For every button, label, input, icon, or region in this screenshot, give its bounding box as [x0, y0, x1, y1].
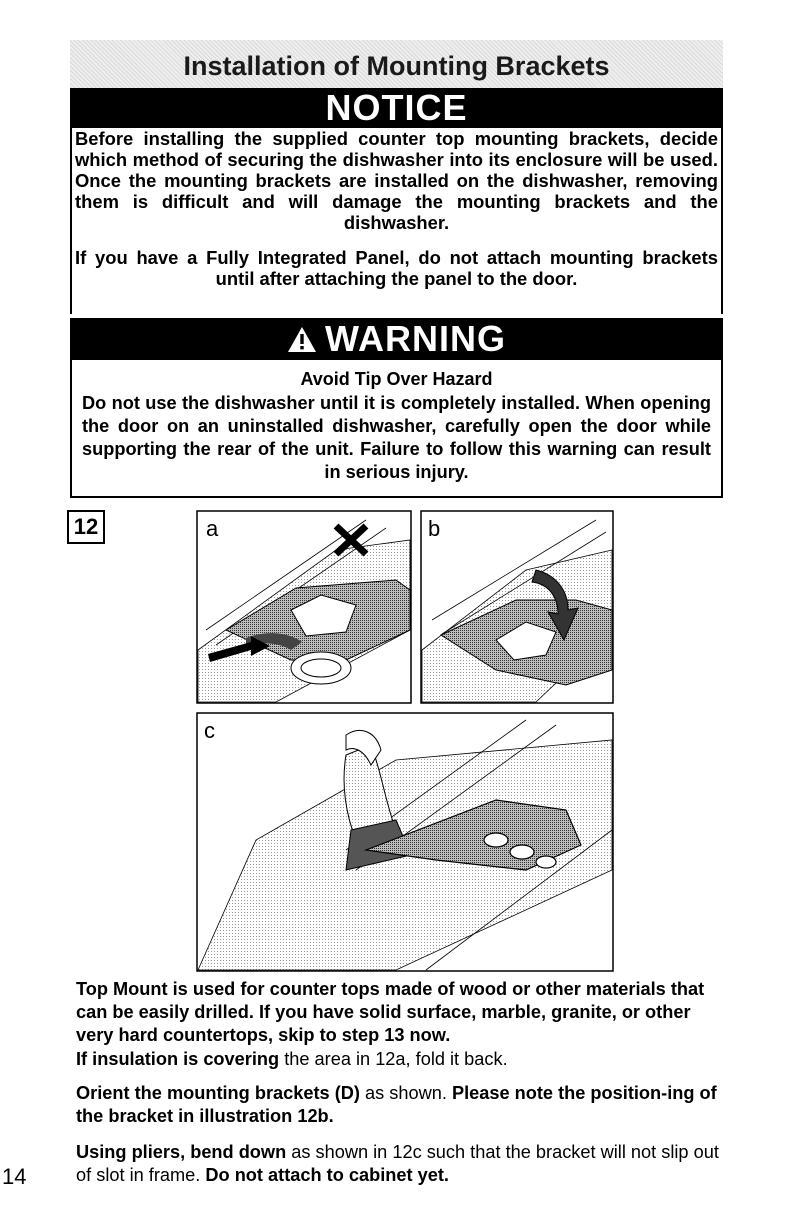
- notice-paragraph-1: Before installing the supplied counter top mounting brackets, decide which method of securing the dishwasher into its enclosure will be used. Once the mounting brackets are installed on the dishwasher, removing them is difficult and will damage the mounting brackets and the dishwasher.: [75, 128, 718, 233]
- panel-a-label: a: [206, 516, 219, 541]
- panel-a: [197, 511, 411, 703]
- warning-heading: WARNING: [325, 318, 506, 359]
- panel-c-label: c: [204, 718, 215, 743]
- page-number: 14: [2, 1164, 27, 1189]
- panel-b-label: b: [428, 516, 441, 541]
- panel-c: [197, 713, 613, 971]
- instruction-pliers: [76, 1141, 723, 1187]
- instruction-pliers-rest: as shown in 12c such that the bracket will not slip out of slot in frame.: [76, 1142, 719, 1185]
- instruction-insulation-rest: the area in 12a, fold it back.: [279, 1049, 508, 1069]
- warning-heading-bar: [70, 318, 723, 360]
- step-number: 12: [73, 514, 99, 539]
- warning-text: Do not use the dishwasher until it is completely installed. When opening the door on an uninstalled dishwasher, carefully open the door while supporting the rear of the unit. Failure to follow this warning can result in serious injury.: [82, 393, 711, 482]
- panel-b: [421, 511, 613, 703]
- bracket-illustration: [196, 510, 614, 972]
- instruction-pliers-note: Do not attach to cabinet yet.: [205, 1165, 449, 1185]
- instruction-pliers-bold: Using pliers, bend down: [76, 1142, 287, 1162]
- instruction-orient: [76, 1082, 723, 1128]
- instruction-top-mount: Top Mount is used for counter tops made of wood or other materials that can be easily drilled. If you have solid surface, marble, granite, or other very hard countertops, skip to step 13 now.: [76, 979, 705, 1045]
- section-title: Installation of Mounting Brackets: [183, 50, 610, 81]
- warning-box: [70, 360, 723, 498]
- notice-heading-bar: [70, 88, 723, 128]
- instruction-orient-rest: as shown.: [359, 1083, 452, 1103]
- instruction-insulation: [76, 1048, 723, 1071]
- instruction-insulation-bold: If insulation is covering: [76, 1049, 280, 1069]
- notice-paragraph-2: If you have a Fully Integrated Panel, do not attach mounting brackets until after attaching the panel to the door.: [75, 247, 718, 289]
- instruction-orient-bold: Orient the mounting brackets (D): [76, 1083, 360, 1103]
- warning-title: Avoid Tip Over Hazard: [300, 369, 493, 389]
- instruction-orient-note: Please note the position-ing of the bracket in illustration 12b.: [76, 1083, 717, 1126]
- notice-box: [70, 128, 723, 314]
- section-header: [70, 40, 723, 92]
- step-number-badge: [67, 510, 105, 544]
- notice-heading: NOTICE: [325, 87, 468, 128]
- warning-triangle-icon: [287, 326, 317, 353]
